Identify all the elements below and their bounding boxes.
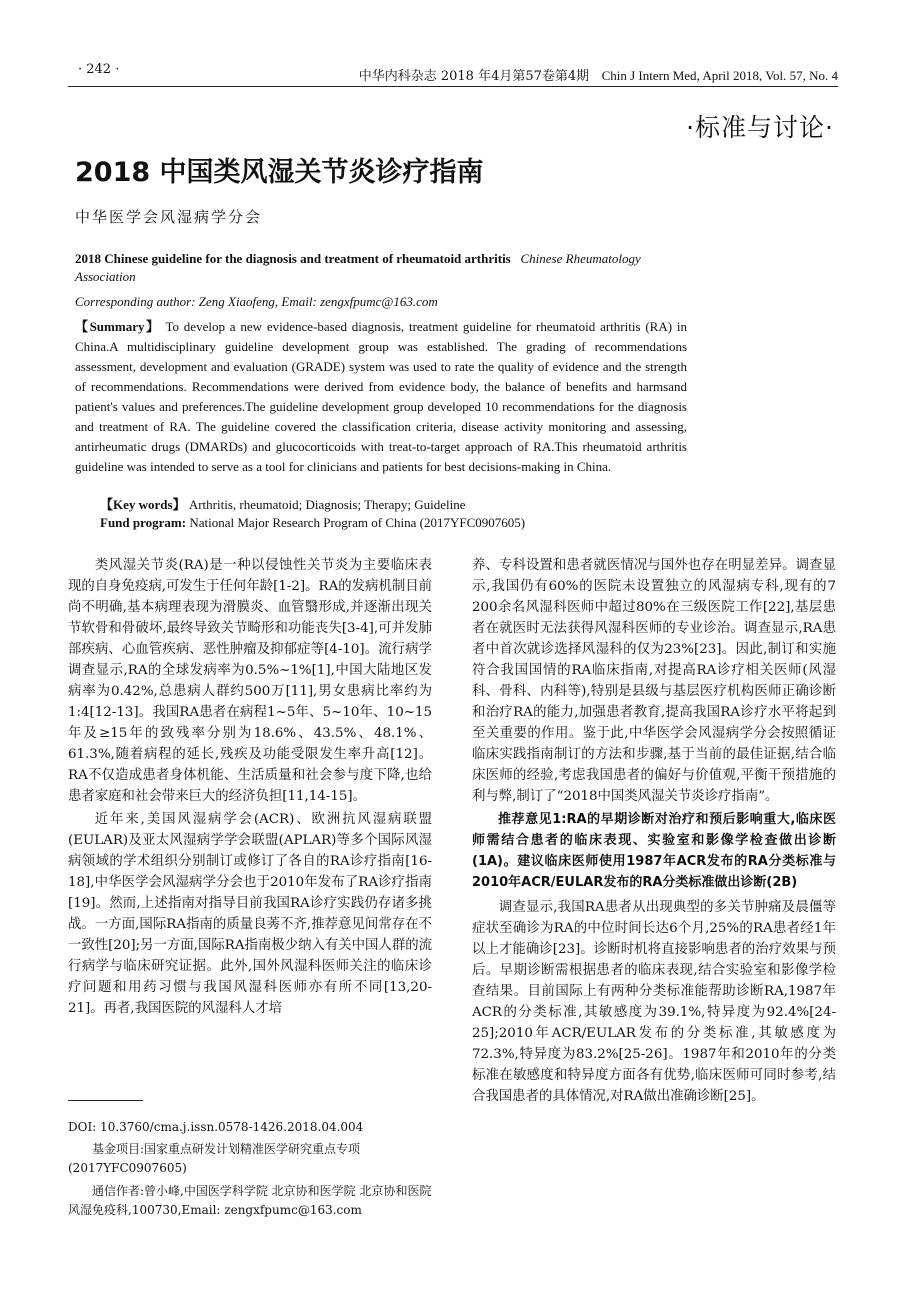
body-paragraph-4: 调查显示,我国RA患者从出现典型的多关节肿痛及晨僵等症状至确诊为RA的中位时间长达6个月,25%的RA患者经1年以上才能确诊[23]。诊断时机将直接影响患者的治疗效果与预后。早期诊断需根据患者的临床表现,结合实验室和影像学检查结果。目前国际上有两种分类标准能帮助诊断RA,1987年ACR的分类标准,其敏感度为39.1%,特异度为92.4%[24-25];2010年ACR/EULAR发布的分类标准,其敏感度为72.3%,特异度为83.2%[25-26]。1987年和2010年的分类标准在敏感度和特异度方面各有优势,临床医师可同时参考,结合我国患者的具体情况,对RA做出准确诊断[25]。 xyxy=(472,900,836,1104)
english-title: 2018 Chinese guideline for the diagnosis and treatment of rheumatoid arthritis xyxy=(75,251,511,266)
journal-header xyxy=(359,65,838,84)
body-paragraph-2: 近年来,美国风湿病学会(ACR)、欧洲抗风湿病联盟(EULAR)及亚太风湿病学学会联盟(APLAR)等多个国际风湿病领域的学术组织分别制订或修订了各自的RA诊疗指南[16-18],中华医学会风湿病学分会也于2010年发布了RA诊疗指南[19]。然而,上述指南对指导目前我国RA诊疗实践仍存诸多挑战。一方面,国际RA指南的质量良莠不齐,推荐意见间常存在不一致性[20];另一方面,国际RA指南极少纳入有关中国人群的流行病学与临床研究证据。此外,国外风湿科医师关注的临床诊疗问题和用药习惯与我国风湿科医师亦有所不同[13,20-21]。再者,我国医院的风湿科人才培 xyxy=(68,812,432,1016)
corresponding-author: Corresponding author: Zeng Xiaofeng, Email: zengxfpumc@163.com xyxy=(75,294,438,309)
left-column xyxy=(68,555,432,1019)
english-title-block xyxy=(75,250,695,286)
keywords-label: 【Key words】 xyxy=(100,497,186,512)
author-cn: 中华医学会风湿病学分会 xyxy=(75,208,263,226)
article-title: 2018 中国类风湿关节炎诊疗指南 xyxy=(75,157,484,188)
keywords xyxy=(100,494,466,513)
footnote-rule xyxy=(68,1100,143,1101)
summary-label: 【Summary】 xyxy=(75,319,161,334)
fund-label: Fund program: xyxy=(100,515,187,530)
fund-text: National Major Research Program of China (2017YFC0907605) xyxy=(189,515,526,530)
footnote-corresponding: 通信作者:曾小峰,中国医学科学院 北京协和医学院 北京协和医院风湿免疫科,100730,Email: zengxfpumc@163.com xyxy=(68,1184,432,1217)
summary xyxy=(75,317,687,477)
body-paragraph-3: 养、专科设置和患者就医情况与国外也存在明显差异。调查显示,我国仍有60%的医院未设置独立的风湿病专科,现有的7 200余名风湿科医师中超过80%在三级医院工作[22],基层患者在就医时无法获得风湿科医师的专业诊治。调查显示,RA患者中首次就诊选择风湿科的仅为23%[23]。因此,制订和实施符合我国国情的RA临床指南,对提高RA诊疗相关医师(风湿科、骨科、内科等),特别是县级与基层医疗机构医师正确诊断和治疗RA的能力,加强患者教育,提高我国RA诊疗水平将起到至关重要的作用。鉴于此,中华医学会风湿病学分会按照循证临床实践指南制订的方法和步骤,基于当前的最佳证据,结合临床医师的经验,考虑我国患者的偏好与价值观,平衡干预措施的利与弊,制订了“2018中国类风湿关节炎诊疗指南”。 xyxy=(472,558,836,804)
keywords-text: Arthritis, rheumatoid; Diagnosis; Therapy; Guideline xyxy=(188,497,466,512)
journal-en: Chin J Intern Med, April 2018, Vol. 57, No. 4 xyxy=(601,68,838,83)
footnote-fund: 基金项目:国家重点研发计划精准医学研究重点专项(2017YFC0907605) xyxy=(68,1142,361,1175)
body-paragraph-1: 类风湿关节炎(RA)是一种以侵蚀性关节炎为主要临床表现的自身免疫病,可发生于任何年龄[1-2]。RA的发病机制目前尚不明确,基本病理表现为滑膜炎、血管翳形成,并逐渐出现关节软骨和骨破坏,最终导致关节畸形和功能丧失[3-4],可并发肺部疾病、心血管疾病、恶性肿瘤及抑郁症等[4-10]。流行病学调查显示,RA的全球发病率为0.5%~1%[1],中国大陆地区发病率为0.42%,总患病人群约500万[11],男女患病比率约为1:4[12-13]。我国RA患者在病程1~5年、5~10年、10~15年及≥15年的致残率分别为18.6%、43.5%、48.1%、61.3%,随着病程的延长,残疾及功能受限发生率升高[12]。RA不仅造成患者身体机能、生活质量和社会参与度下降,也给患者家庭和社会带来巨大的经济负担[11,14-15]。 xyxy=(68,558,433,804)
summary-text: To develop a new evidence-based diagnosis, treatment guideline for rheumatoid arthritis (RA) in China.A multidisciplinary guideline development group was established. The grading of recommendations assessment, development and evaluation (GRADE) system was used to rate the quality of evidence and the strength of recommendations. Recommendations were derived from evidence body, the balance of benefits and harmsand patient's values and preferences.The guideline development group developed 10 recommendations for the diagnosis and treatment of RA. The guideline covered the classification criteria, disease activity monitoring and assessing, antirheumatic drugs (DMARDs) and glucocorticoids with treat-to-target approach of RA.This rheumatoid arthritis guideline was intended to serve as a tool for clinicians and patients for best decisions-making in China. xyxy=(75,319,687,474)
header-rule xyxy=(68,86,838,87)
section-tag: ·标准与讨论· xyxy=(686,113,834,142)
journal-cn: 中华内科杂志 2018 年4月第57卷第4期 xyxy=(358,69,590,84)
footnote-doi: DOI: 10.3760/cma.j.issn.0578-1426.2018.04.004 xyxy=(68,1120,364,1134)
fund-program xyxy=(100,515,525,531)
right-column xyxy=(472,555,836,1107)
page-number: · 242 · xyxy=(78,62,120,77)
recommendation-1: 推荐意见1:RA的早期诊断对治疗和预后影响重大,临床医师需结合患者的临床表现、实验室和影像学检查做出诊断(1A)。建议临床医师使用1987年ACR发布的RA分类标准与2010年ACR/EULAR发布的RA分类标准做出诊断(2B) xyxy=(472,812,836,890)
english-author: Chinese Rheumatology Association xyxy=(75,251,641,284)
